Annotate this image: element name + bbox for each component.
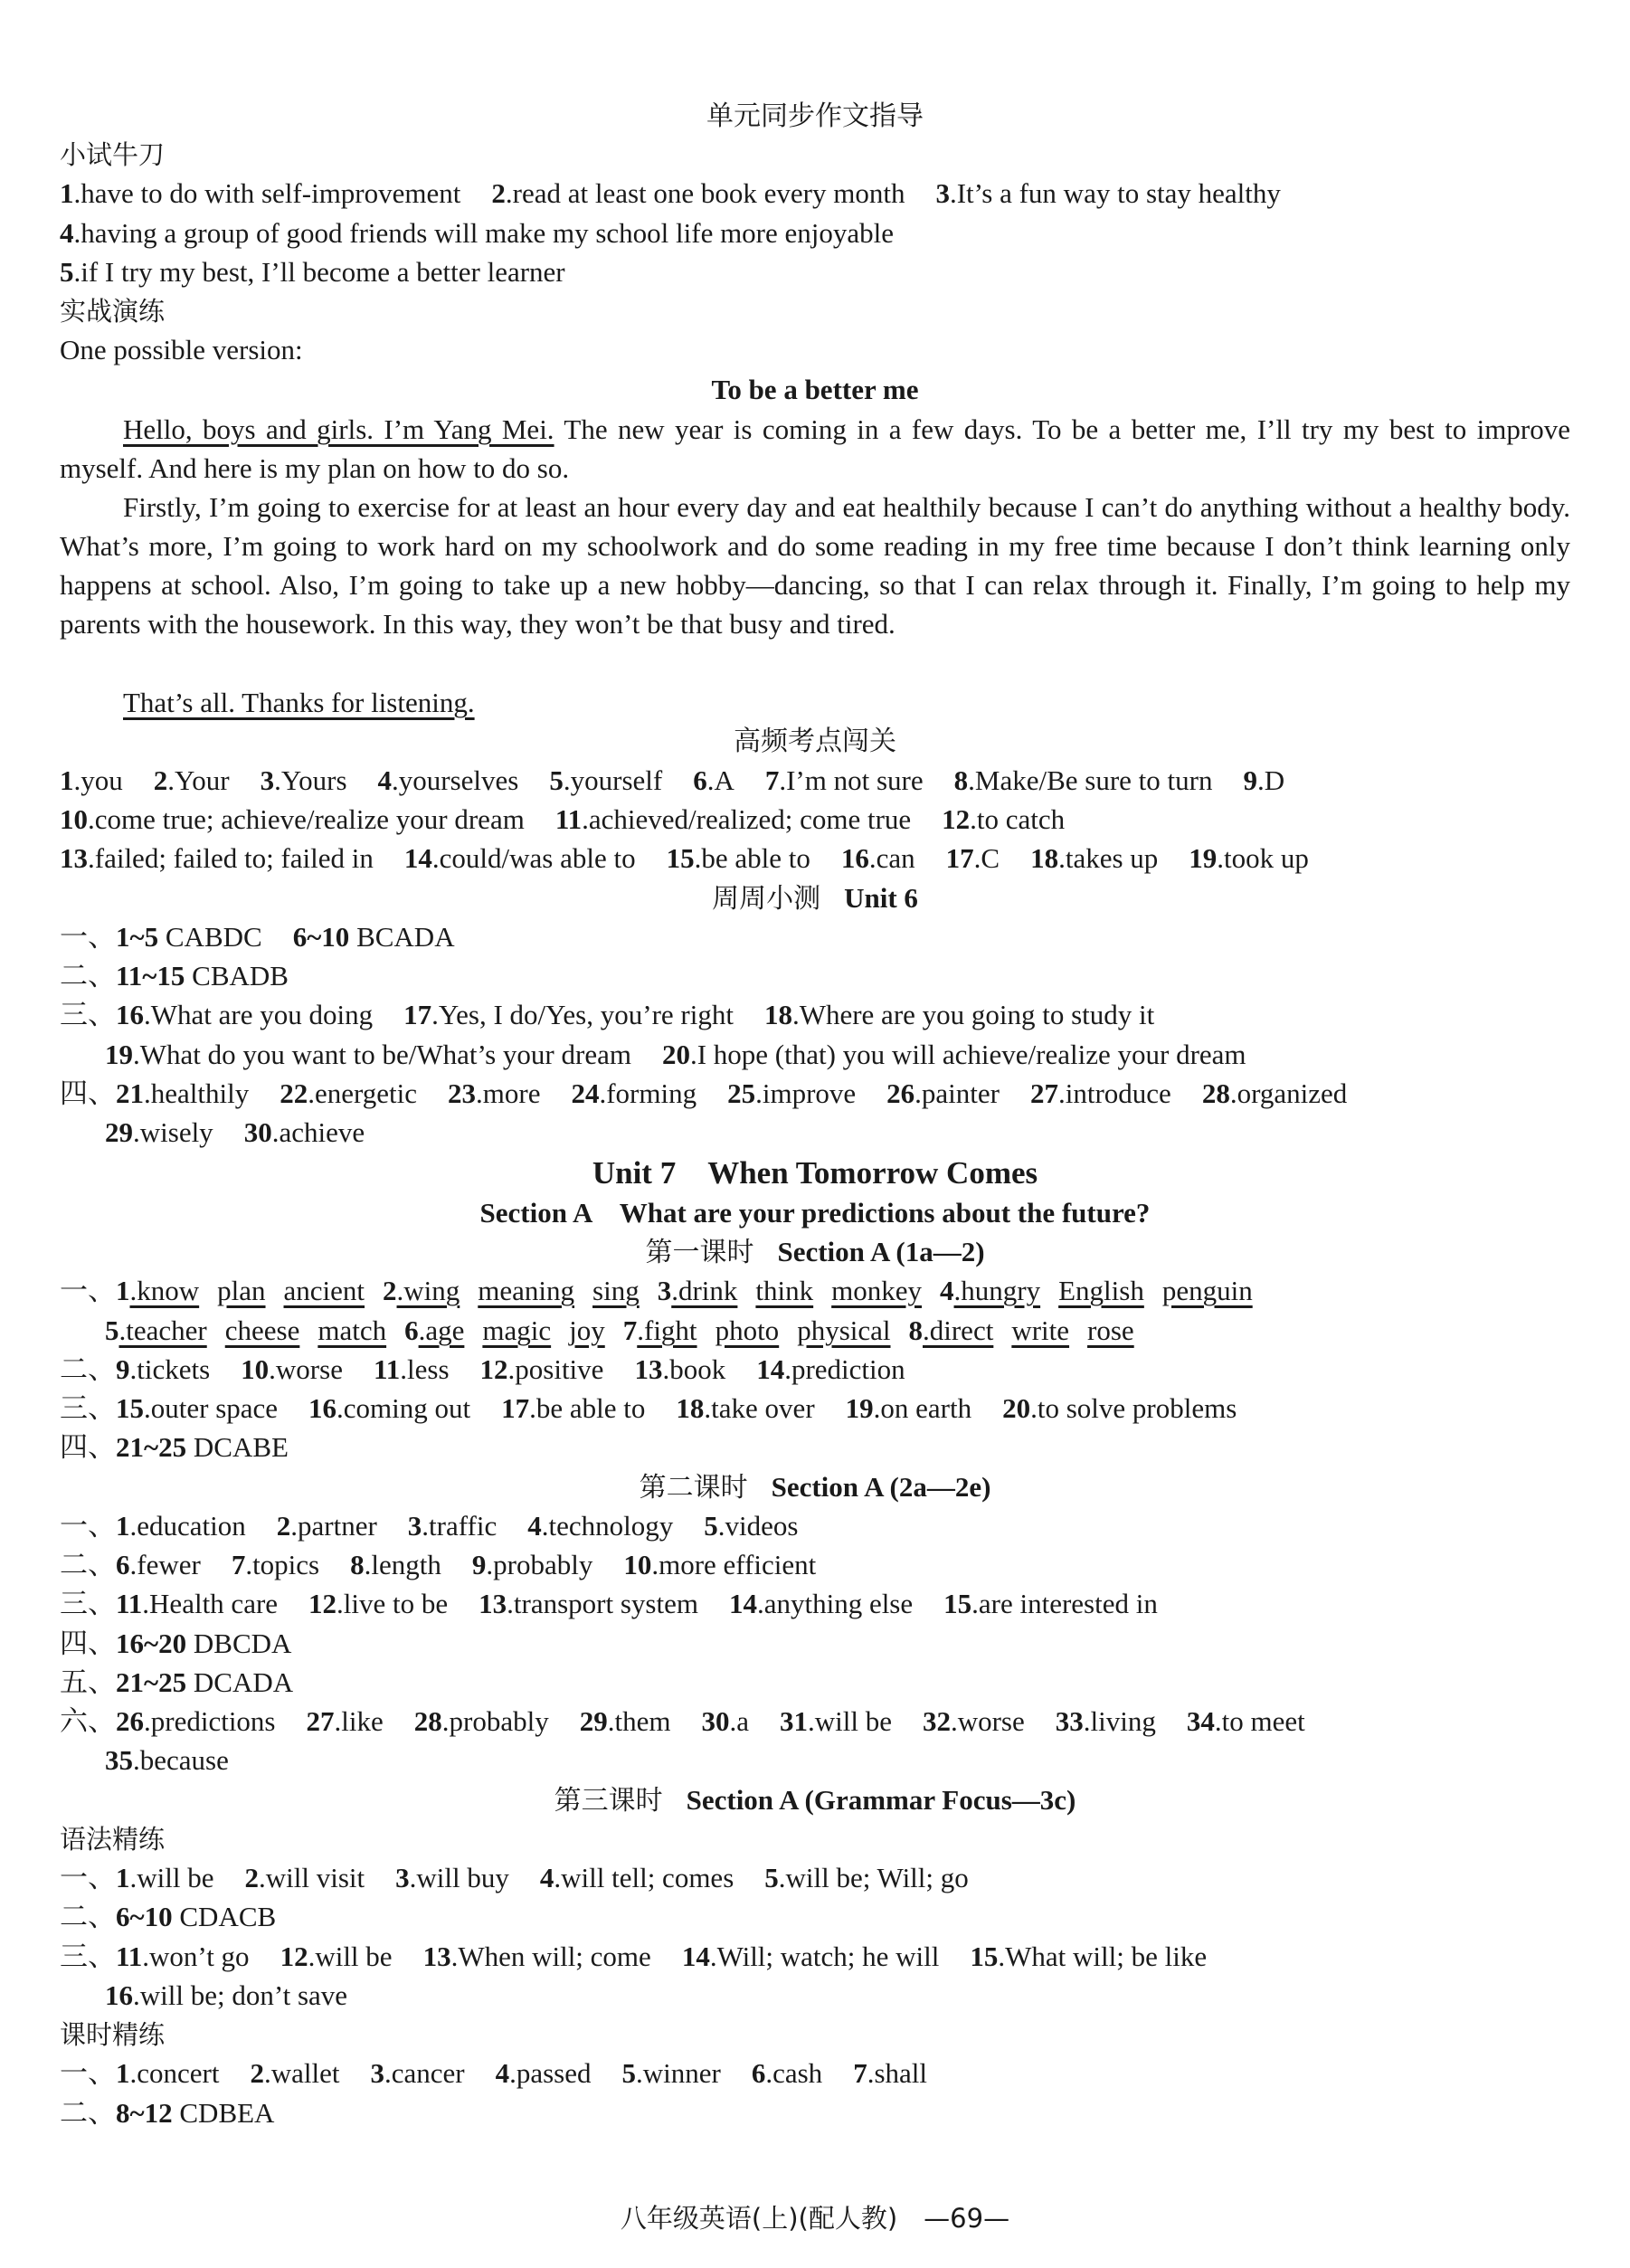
weekly-line-3: 三、16.What are you doing 17.Yes, I do/Yes, you’re right 18.Where are you going to study it: [60, 999, 1155, 1030]
essay-title: To be a better me: [711, 374, 919, 405]
lesson2-line-3: 三、11.Health care 12.live to be 13.transport system 14.anything else 15.are interested in: [60, 1588, 1158, 1619]
page-footer: 八年级英语(上)(配人教) —69—: [620, 2203, 1010, 2234]
weekly-line-4: 19.What do you want to be/What’s your dream 20.I hope (that) you will achieve/realize your dream: [105, 1039, 1246, 1070]
weekly-line-2: 二、11~15 CBADB: [60, 960, 289, 992]
practice-line-1: 1.have to do with self-improvement 2.read at least one book every month 3.It’s a fun way to stay healthy: [60, 177, 1281, 209]
lesson1-line-5: 四、21~25 DCABE: [60, 1431, 289, 1463]
high-line-2: 10.come true; achieve/realize your dream 11.achieved/realized; come true 12.to catch: [60, 803, 1066, 835]
sectionA-title: Section A What are your predictions about the future?: [479, 1197, 1151, 1229]
high-line-3: 13.failed; failed to; failed in 14.could/was able to 15.be able to 16.can 17.C 18.takes up 19.took up: [60, 842, 1309, 874]
essay-paragraph-1: Hello, boys and girls. I’m Yang Mei. The new year is coming in a few days. To be a better me, I’ll try my best to improve myself. And here is my plan on how to do so.: [60, 413, 1570, 484]
essay-paragraph-2: Firstly, I’m going to exercise for at least an hour every day and eat healthily because I can’t do anything without a healthy body. What’s more, I’m going to work hard on my schoolwork and do some reading in my free time because I don’t think learning only happens at school. Also, I’m going to take up a new hobby—dancing, so that I can relax through it. Finally, I’m going to help my parents with the housework. In this way, they won’t be that busy and tired.: [60, 491, 1570, 640]
unit7-title: Unit 7 When Tomorrow Comes: [592, 1155, 1038, 1191]
grammar-line-2: 二、6~10 CDACB: [60, 1901, 277, 1932]
weekly-line-6: 29.wisely 30.achieve: [105, 1116, 365, 1148]
subheading-practice: 小试牛刀: [60, 139, 166, 170]
subheading-combat: 实战演练: [60, 296, 166, 327]
lesson1-line-2: 5.teacher cheese match 6.age magic joy 7.fight photo physical 8.direct write rose: [105, 1314, 1134, 1346]
version-label: One possible version:: [60, 334, 303, 365]
grammar-line-3: 三、11.won’t go 12.will be 13.When will; come 14.Will; watch; he will 15.What will; be like: [60, 1941, 1208, 1972]
practice-line-3: 5.if I try my best, I’ll become a better learner: [60, 256, 565, 288]
lesson2-line-7: 35.because: [105, 1744, 229, 1776]
subheading-lesson-practice: 课时精练: [60, 2019, 166, 2050]
section-heading-weekly: 周周小测 Unit 6: [712, 882, 918, 915]
lesson2-line-4: 四、16~20 DBCDA: [60, 1627, 292, 1659]
lesson2-line-2: 二、6.fewer 7.topics 8.length 9.probably 10.more efficient: [60, 1549, 817, 1580]
weekly-line-5: 四、21.healthily 22.energetic 23.more 24.forming 25.improve 26.painter 27.introduce 28.organized: [60, 1077, 1348, 1109]
essay-paragraph-3: That’s all. Thanks for listening.: [123, 687, 475, 718]
grammar-line-4: 16.will be; don’t save: [105, 1979, 348, 2011]
high-line-1: 1.you 2.Your 3.Yours 4.yourselves 5.yourself 6.A 7.I’m not sure 8.Make/Be sure to turn 9.D: [60, 764, 1285, 796]
practice-line-2: 4.having a group of good friends will make my school life more enjoyable: [60, 217, 895, 249]
lesson1-line-3: 二、9.tickets 10.worse 11.less 12.positive 13.book 14.prediction: [60, 1353, 905, 1385]
lessonpractice-line-1: 一、1.concert 2.wallet 3.cancer 4.passed 5.winner 6.cash 7.shall: [60, 2057, 927, 2089]
lesson1-heading: 第一课时 Section A (1a—2): [645, 1236, 985, 1268]
lessonpractice-line-2: 二、8~12 CDBEA: [60, 2097, 275, 2129]
lesson2-heading: 第二课时 Section A (2a—2e): [639, 1471, 991, 1504]
lesson3-heading: 第三课时 Section A (Grammar Focus—3c): [554, 1784, 1076, 1817]
grammar-line-1: 一、1.will be 2.will visit 3.will buy 4.will tell; comes 5.will be; Will; go: [60, 1862, 969, 1893]
weekly-line-1: 一、1~5 CABDC 6~10 BCADA: [60, 921, 455, 953]
lesson1-line-1: 一、1.know plan ancient 2.wing meaning sing 3.drink think monkey 4.hungry English penguin: [60, 1275, 1253, 1306]
lesson2-line-1: 一、1.education 2.partner 3.traffic 4.technology 5.videos: [60, 1510, 799, 1542]
lesson2-line-5: 五、21~25 DCADA: [60, 1666, 294, 1698]
subheading-grammar: 语法精练: [60, 1824, 166, 1855]
lesson1-line-4: 三、15.outer space 16.coming out 17.be able to 18.take over 19.on earth 20.to solve problems: [60, 1392, 1237, 1424]
section-heading-writing: 单元同步作文指导: [706, 100, 924, 132]
section-heading-high-frequency: 高频考点闯关: [734, 726, 896, 757]
lesson2-line-6: 六、26.predictions 27.like 28.probably 29.them 30.a 31.will be 32.worse 33.living 34.to meet: [60, 1705, 1305, 1737]
